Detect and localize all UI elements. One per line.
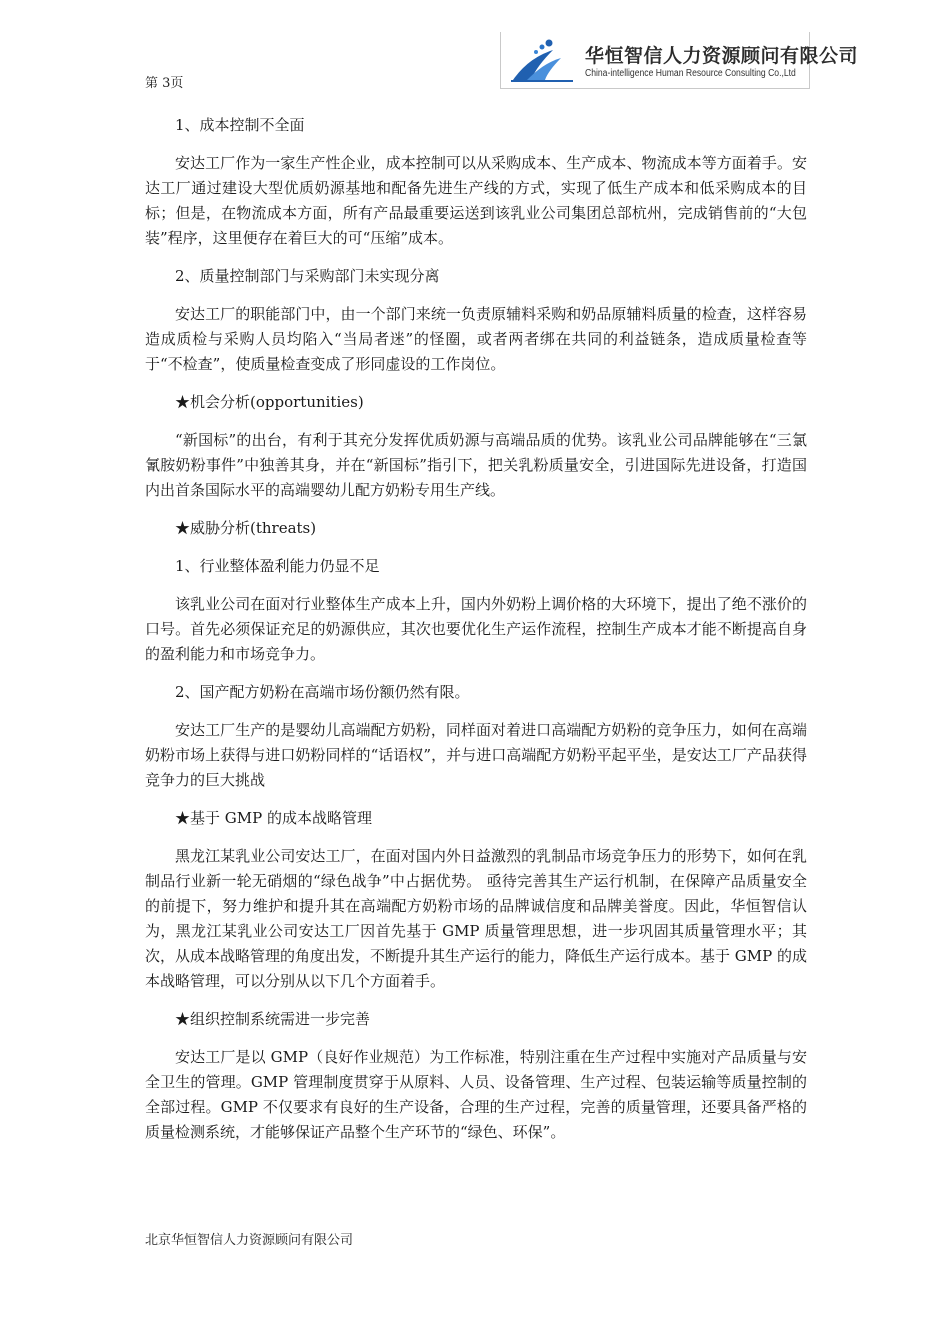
block-gap <box>145 705 807 718</box>
section-heading: ★机会分析(opportunities) <box>175 393 364 411</box>
block-gap <box>145 251 807 264</box>
section-heading: 1、成本控制不全面 <box>175 116 305 134</box>
body-paragraph: 安达工厂的职能部门中，由一个部门来统一负责原辅料采购和奶品原辅料质量的检查，这样容易造成质检与采购人员均陷入“当局者迷”的怪圈，或者两者绑在共同的利益链条，造成质量检查等于“不检查”，使质量检查变成了形同虚设的工作岗位。 <box>145 305 807 373</box>
section-heading: 2、质量控制部门与采购部门未实现分离 <box>175 267 440 285</box>
block-gap <box>145 377 807 390</box>
section-heading: 2、国产配方奶粉在高端市场份额仍然有限。 <box>175 683 470 701</box>
block-gap <box>145 994 807 1007</box>
block-gap <box>145 579 807 592</box>
page-number: 第 3页 <box>145 76 184 91</box>
block-gap <box>145 289 807 302</box>
section-heading: ★威胁分析(threats) <box>175 519 317 537</box>
block-gap <box>145 667 807 680</box>
company-logo-icon <box>509 36 579 86</box>
body-paragraph: 安达工厂作为一家生产性企业，成本控制可以从采购成本、生产成本、物流成本等方面着手。安达工厂通过建设大型优质奶源基地和配备先进生产线的方式，实现了低生产成本和低采购成本的目标；但是，在物流成本方面，所有产品最重要运送到该乳业公司集团总部杭州，完成销售前的“大包装”程序，这里便存在着巨大的可“压缩”成本。 <box>145 154 807 247</box>
company-name-en: China-intelligence Human Resource Consulting Co.,Ltd <box>585 68 796 79</box>
company-logo <box>500 32 859 89</box>
body-paragraph: “新国标”的出台，有利于其充分发挥优质奶源与高端品质的优势。该乳业公司品牌能够在“三氯氰胺奶粉事件”中独善其身，并在“新国标”指引下，把关乳粉质量安全，引进国际先进设备，打造国内出首条国际水平的高端婴幼儿配方奶粉专用生产线。 <box>145 431 807 499</box>
body-paragraph: 该乳业公司在面对行业整体生产成本上升，国内外奶粉上调价格的大环境下，提出了绝不涨价的口号。首先必须保证充足的奶源供应，其次也要优化生产运作流程，控制生产成本才能不断提高自身的盈利能力和市场竞争力。 <box>145 595 807 663</box>
block-gap <box>145 831 807 844</box>
company-name-cn: 华恒智信人力资源顾问有限公司 <box>585 45 859 67</box>
section-heading: 1、行业整体盈利能力仍显不足 <box>175 557 380 575</box>
block-gap <box>145 541 807 554</box>
block-gap <box>145 503 807 516</box>
footer-company: 北京华恒智信人力资源顾问有限公司 <box>145 1233 354 1248</box>
block-gap <box>145 415 807 428</box>
section-heading: ★基于 GMP 的成本战略管理 <box>175 809 372 827</box>
section-heading: ★组织控制系统需进一步完善 <box>175 1010 371 1028</box>
body-paragraph: 安达工厂是以 GMP（良好作业规范）为工作标准，特别注重在生产过程中实施对产品质量与安全卫生的管理。GMP 管理制度贯穿于从原料、人员、设备管理、生产过程、包装运输等质量控制的全部过程。GMP 不仅要求有良好的生产设备，合理的生产过程，完善的质量管理，还要具备严格的质量检测系统，才能够保证产品整个生产环节的“绿色、环保”。 <box>145 1048 807 1141</box>
document-body <box>145 113 807 1145</box>
block-gap <box>145 793 807 806</box>
body-paragraph: 黑龙江某乳业公司安达工厂，在面对国内外日益激烈的乳制品市场竞争压力的形势下，如何在乳制品行业新一轮无硝烟的“绿色战争”中占据优势。 亟待完善其生产运行机制，在保障产品质量安全的前提下，努力维护和提升其在高端配方奶粉市场的品牌诚信度和品牌美誉度。因此，华恒智信认为，黑龙江某乳业公司安达工厂因首先基于 GMP 质量管理思想，进一步巩固其质量管理水平；其次，从成本战略管理的角度出发，不断提升其生产运行的能力，降低生产运行成本。基于 GMP 的成本战略管理，可以分别从以下几个方面着手。 <box>145 847 807 990</box>
block-gap <box>145 138 807 151</box>
body-paragraph: 安达工厂生产的是婴幼儿高端配方奶粉，同样面对着进口高端配方奶粉的竞争压力，如何在高端奶粉市场上获得与进口奶粉同样的“话语权”，并与进口高端配方奶粉平起平坐，是安达工厂产品获得竞争力的巨大挑战 <box>145 721 807 789</box>
block-gap <box>145 1032 807 1045</box>
